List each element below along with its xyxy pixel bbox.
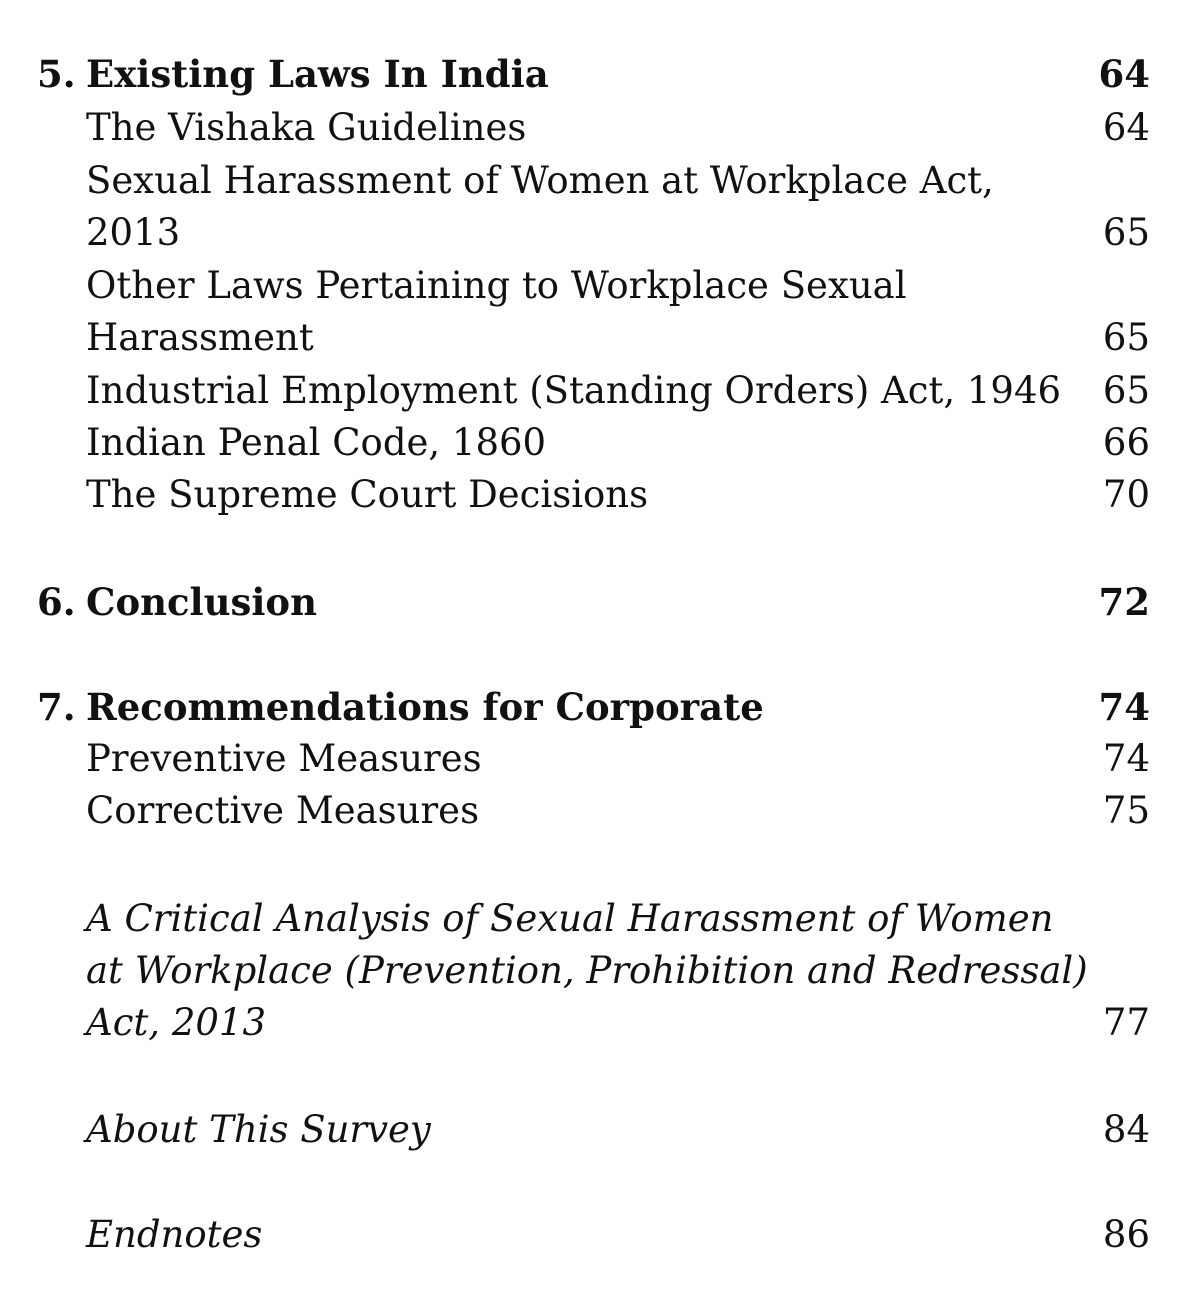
page-number: 72 (1098, 580, 1150, 624)
entry-title: Corrective Measures (86, 789, 480, 832)
page-number: 75 (1102, 789, 1150, 832)
toc-entry-preventive-measures[interactable] (0, 733, 1180, 785)
page-number: 77 (1102, 1001, 1150, 1044)
toc-entry-about-survey[interactable] (0, 1104, 1180, 1156)
entry-title: Sexual Harassment of Women at Workplace Act, (86, 159, 994, 202)
toc-entry-critical-analysis-line1[interactable] (0, 893, 1180, 945)
entry-title: A Critical Analysis of Sexual Harassment of Women (86, 897, 1054, 940)
page-number: 74 (1098, 685, 1150, 729)
entry-title-continued: at Workplace (Prevention, Prohibition and Redressal) (86, 949, 1088, 992)
section-number: 7. (37, 685, 76, 729)
toc-entry-other-laws-line2[interactable] (0, 312, 1180, 364)
section-title: Recommendations for Corporate (86, 685, 764, 729)
toc-entry-sh-act-2013-line2[interactable] (0, 207, 1180, 259)
page-number: 65 (1102, 369, 1150, 412)
entry-title: The Vishaka Guidelines (86, 106, 527, 149)
entry-title: Industrial Employment (Standing Orders) Act, 1946 (86, 369, 1062, 412)
page-number: 64 (1102, 106, 1150, 149)
toc-entry-corrective-measures[interactable] (0, 785, 1180, 837)
toc-entry-indian-penal-code[interactable] (0, 417, 1180, 469)
entry-title: Preventive Measures (86, 737, 482, 780)
toc-entry-critical-analysis-line2[interactable] (0, 945, 1180, 997)
section-number: 5. (37, 52, 76, 96)
toc-entry-endnotes[interactable] (0, 1209, 1180, 1261)
page-number: 84 (1102, 1108, 1150, 1151)
toc-entry-section-5[interactable] (0, 48, 1180, 100)
toc-entry-other-laws-line1[interactable] (0, 260, 1180, 312)
page-number: 66 (1102, 421, 1150, 464)
entry-title: About This Survey (86, 1108, 431, 1151)
section-number: 6. (37, 580, 76, 624)
page-number: 65 (1102, 316, 1150, 359)
page-number: 64 (1098, 52, 1150, 96)
entry-title: Indian Penal Code, 1860 (86, 421, 547, 464)
toc-entry-vishaka-guidelines[interactable] (0, 102, 1180, 154)
entry-title-continued: Harassment (86, 316, 314, 359)
toc-entry-section-7[interactable] (0, 681, 1180, 733)
page-number: 65 (1102, 211, 1150, 254)
entry-title: Endnotes (86, 1213, 263, 1256)
toc-entry-sh-act-2013-line1[interactable] (0, 155, 1180, 207)
entry-title-continued: 2013 (86, 211, 181, 254)
toc-entry-section-6[interactable] (0, 576, 1180, 628)
page-number: 74 (1102, 737, 1150, 780)
page-number: 86 (1102, 1213, 1150, 1256)
section-title: Existing Laws In India (86, 52, 549, 96)
entry-title: Other Laws Pertaining to Workplace Sexual (86, 264, 907, 307)
toc-entry-critical-analysis-line3[interactable] (0, 997, 1180, 1049)
entry-title: The Supreme Court Decisions (86, 473, 649, 516)
toc-entry-industrial-employment[interactable] (0, 365, 1180, 417)
entry-title-continued: Act, 2013 (86, 1001, 266, 1044)
page-number: 70 (1102, 473, 1150, 516)
toc-entry-supreme-court-decisions[interactable] (0, 469, 1180, 521)
section-title: Conclusion (86, 580, 317, 624)
